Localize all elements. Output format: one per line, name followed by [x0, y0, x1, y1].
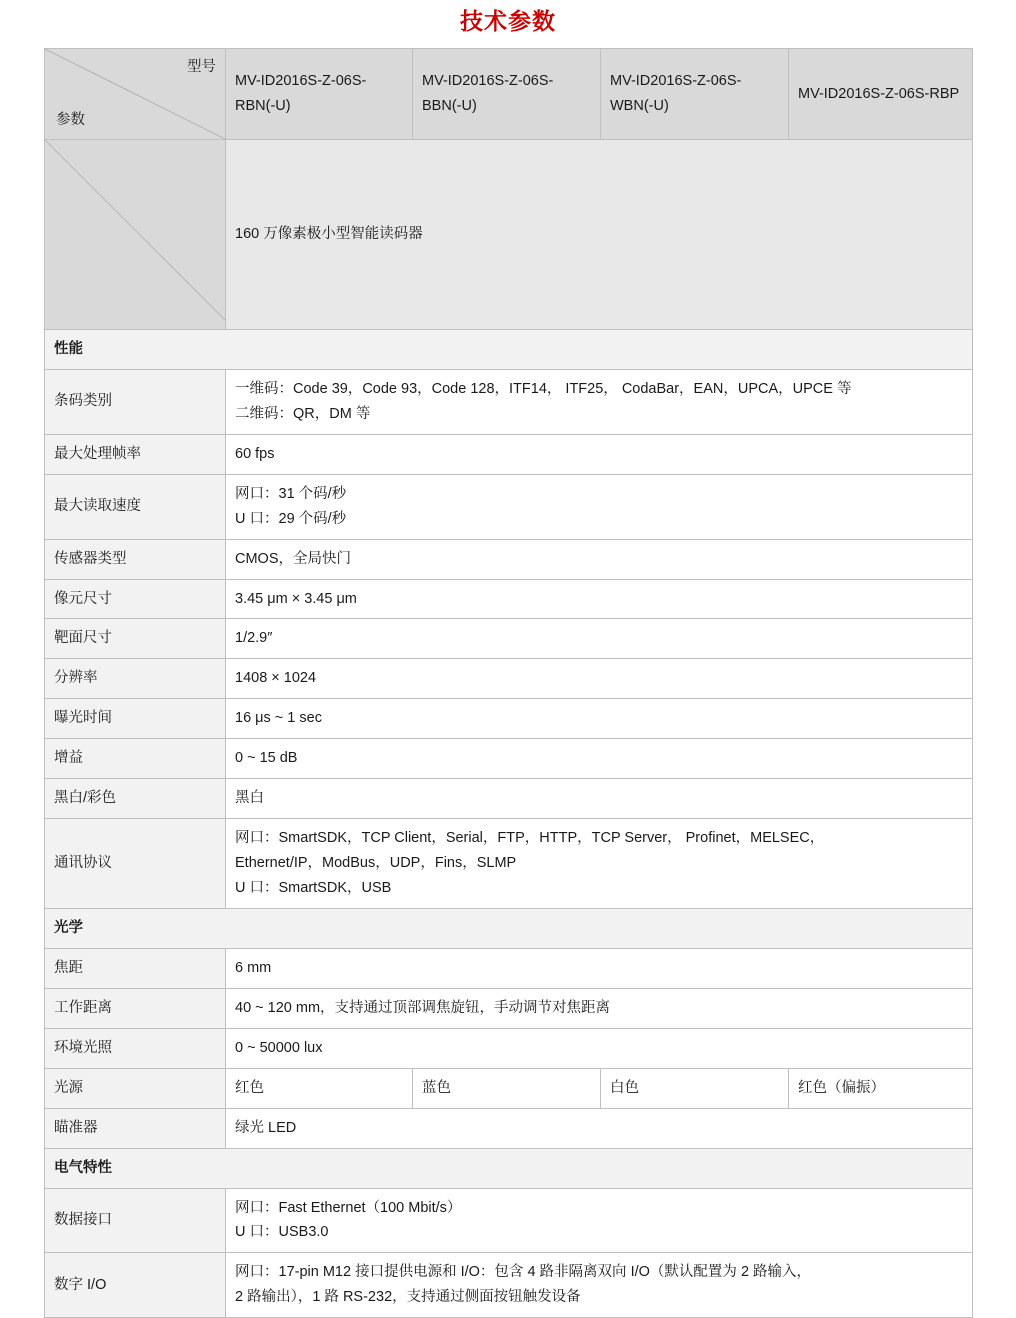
- section-header-row: [45, 1148, 973, 1188]
- param-value-line: 2 路输出），1 路 RS-232，支持通过侧面按钮触发设备: [235, 1289, 581, 1306]
- param-value: [226, 1028, 973, 1068]
- param-value: [226, 988, 973, 1028]
- param-value-line: U 口：USB3.0: [235, 1224, 329, 1241]
- param-value-line: 60 fps: [235, 445, 275, 462]
- param-value: [226, 369, 973, 434]
- table-row: [45, 434, 973, 474]
- param-value-line: 网口：Fast Ethernet（100 Mbit/s）: [235, 1199, 462, 1216]
- param-value-variant-3: 白色: [601, 1068, 789, 1108]
- param-value-line: 黑白: [235, 790, 264, 807]
- page-title: 技术参数: [460, 8, 556, 34]
- param-value: [226, 779, 973, 819]
- param-value: [226, 739, 973, 779]
- table-row: [45, 699, 973, 739]
- param-label: 通讯协议: [45, 819, 226, 909]
- table-row: [45, 779, 973, 819]
- param-value-line: 40 ~ 120 mm，支持通过顶部调焦旋钮，手动调节对焦距离: [235, 999, 611, 1016]
- subtitle-row-spacer: [45, 140, 226, 330]
- table-row: [45, 988, 973, 1028]
- table-row: [45, 1253, 973, 1318]
- param-value: [226, 1253, 973, 1318]
- diagonal-divider-continuation-icon: [45, 140, 225, 320]
- param-value-variant-4: 红色（偏振）: [789, 1068, 973, 1108]
- specifications-table-wrapper: [44, 48, 972, 1318]
- table-row: [45, 474, 973, 539]
- param-value-line: 二维码：QR，DM 等: [235, 405, 371, 422]
- param-value-line: 3.45 μm × 3.45 μm: [235, 590, 357, 607]
- param-label: 最大读取速度: [45, 474, 226, 539]
- param-value-line: 网口：SmartSDK，TCP Client，Serial，FTP，HTTP，TCP Server， Profinet，MELSEC，: [235, 830, 825, 847]
- param-value-line: 绿光 LED: [235, 1119, 297, 1136]
- table-row: [45, 369, 973, 434]
- param-value-line: 1408 × 1024: [235, 670, 317, 687]
- table-row: [45, 948, 973, 988]
- model-header-1: MV-ID2016S-Z-06S-RBN(-U): [226, 49, 413, 140]
- section-header-row: [45, 329, 973, 369]
- table-row: [45, 579, 973, 619]
- subtitle-row: [45, 140, 973, 330]
- param-value-line: 网口：17-pin M12 接口提供电源和 I/O：包含 4 路非隔离双向 I/O（默认配置为 2 路输入，: [235, 1264, 812, 1281]
- param-value-line: Ethernet/IP，ModBus，UDP，Fins，SLMP: [235, 855, 517, 872]
- param-label: 曝光时间: [45, 699, 226, 739]
- param-value: [226, 619, 973, 659]
- section-header-row: [45, 908, 973, 948]
- param-value: [226, 659, 973, 699]
- param-label: 瞄准器: [45, 1108, 226, 1148]
- param-value-line: U 口：29 个码/秒: [235, 510, 347, 527]
- param-label: 数字 I/O: [45, 1253, 226, 1318]
- table-row: [45, 819, 973, 909]
- param-label: 环境光照: [45, 1028, 226, 1068]
- table-row: [45, 1068, 973, 1108]
- param-label: 增益: [45, 739, 226, 779]
- header-corner-cell: [45, 49, 226, 140]
- param-value-line: 1/2.9″: [235, 630, 273, 647]
- param-value: [226, 699, 973, 739]
- param-value-line: 0 ~ 15 dB: [235, 750, 298, 767]
- table-row: [45, 739, 973, 779]
- table-row: [45, 1028, 973, 1068]
- model-header-4: MV-ID2016S-Z-06S-RBP: [789, 49, 973, 140]
- section-title-光学: 光学: [45, 908, 973, 948]
- param-label: 传感器类型: [45, 539, 226, 579]
- param-value-line: U 口：SmartSDK，USB: [235, 880, 392, 896]
- corner-model-label: 型号: [187, 59, 216, 75]
- model-header-3: MV-ID2016S-Z-06S-WBN(-U): [601, 49, 789, 140]
- table-row: [45, 539, 973, 579]
- model-header-2: MV-ID2016S-Z-06S-BBN(-U): [413, 49, 601, 140]
- param-label: 分辨率: [45, 659, 226, 699]
- section-title-性能: 性能: [45, 329, 973, 369]
- param-label: 数据接口: [45, 1188, 226, 1253]
- param-label: 光源: [45, 1068, 226, 1108]
- param-label: 黑白/彩色: [45, 779, 226, 819]
- param-value: [226, 474, 973, 539]
- param-value: [226, 948, 973, 988]
- param-value-line: CMOS，全局快门: [235, 550, 351, 567]
- param-label: 靶面尺寸: [45, 619, 226, 659]
- param-value: [226, 434, 973, 474]
- param-value: [226, 579, 973, 619]
- param-label: 像元尺寸: [45, 579, 226, 619]
- param-label: 工作距离: [45, 988, 226, 1028]
- specifications-table: [44, 48, 973, 1318]
- table-header-row: [45, 49, 973, 140]
- product-subtitle: 160 万像素极小型智能读码器: [226, 140, 973, 330]
- param-value-line: 0 ~ 50000 lux: [235, 1039, 323, 1056]
- param-value-line: 一维码：Code 39，Code 93，Code 128，ITF14， ITF25， CodaBar，EAN，UPCA，UPCE 等: [235, 380, 852, 397]
- param-value-variant-1: 红色: [226, 1068, 413, 1108]
- section-title-电气特性: 电气特性: [45, 1148, 973, 1188]
- param-label: 条码类别: [45, 369, 226, 434]
- table-row: [45, 659, 973, 699]
- table-row: [45, 619, 973, 659]
- param-label: 焦距: [45, 948, 226, 988]
- param-value-line: 网口：31 个码/秒: [235, 485, 347, 502]
- param-value-line: 6 mm: [235, 959, 272, 976]
- param-value: [226, 1108, 973, 1148]
- param-value: [226, 819, 973, 909]
- table-row: [45, 1108, 973, 1148]
- param-value-variant-2: 蓝色: [413, 1068, 601, 1108]
- param-value: [226, 539, 973, 579]
- param-value: [226, 1188, 973, 1253]
- table-row: [45, 1188, 973, 1253]
- param-value-line: 16 μs ~ 1 sec: [235, 710, 322, 727]
- param-label: 最大处理帧率: [45, 434, 226, 474]
- corner-param-label: 参数: [56, 112, 85, 129]
